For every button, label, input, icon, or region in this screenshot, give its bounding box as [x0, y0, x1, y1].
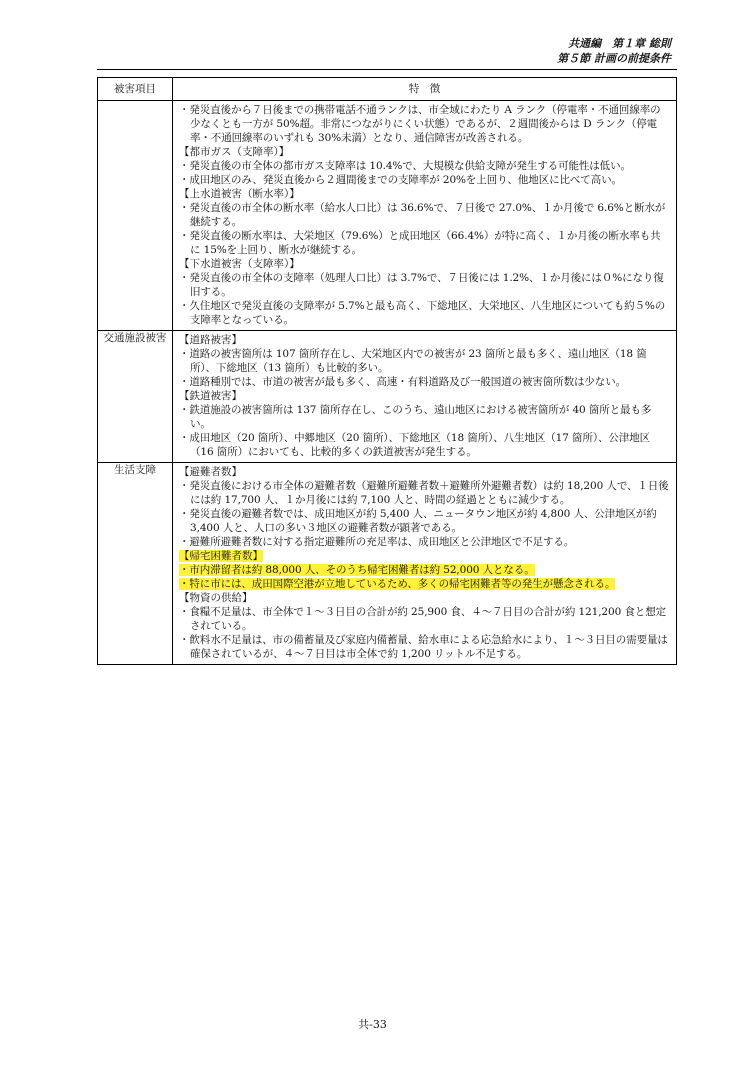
bullet-text: ・鉄道施設の被害箇所は 137 箇所存在し、このうち、遠山地区における被害箇所が 40 箇所と最も多い。: [179, 404, 652, 430]
section-heading-text: 【物資の供給】: [179, 592, 253, 604]
characteristics-cell: [173, 463, 677, 665]
bullet-item: [179, 103, 670, 145]
bullet-item: [179, 507, 670, 535]
bullet-item: [179, 159, 670, 173]
bullet-text: ・発災直後の避難者数では、成田地区が約 5,400 人、ニュータウン地区が約 4,800 人、公津地区が約 3,400 人と、人口の多い３地区の避難者数が顕著である。: [179, 508, 657, 534]
bullet-text: ・避難所避難者数に対する指定避難所の充足率は、成田地区と公津地区で不足する。: [179, 536, 575, 548]
bullet-text: ・成田地区（20 箇所）、中郷地区（20 箇所）、下総地区（18 箇所）、八生地区（17 箇所）、公津地区（16 箇所）においても、比較的多くの鉄道被害が発生する。: [179, 432, 650, 458]
bullet-item: [179, 431, 670, 459]
bullet-text: ・道路種別では、市道の被害が最も多く、高速・有料道路及び一般国道の被害箇所数は少ない。: [179, 376, 626, 388]
bullet-item: [179, 347, 670, 375]
section-heading: [179, 187, 670, 201]
section-heading-text: 【上水道被害（断水率）】: [179, 188, 300, 200]
header-section: 第５節 計画の前提条件: [557, 52, 671, 65]
bullet-text: ・飲料水不足量は、市の備蓄量及び家庭内備蓄量、給水車による応急給水により、１～３日目の需要量は確保されているが、４～７日目は市全体で約 1,200 リットル不足する。: [179, 634, 668, 660]
table-row: [98, 331, 677, 463]
bullet-item: [179, 633, 670, 661]
bullet-item: [179, 577, 670, 591]
section-heading: [179, 145, 670, 159]
table-body: [98, 101, 677, 665]
column-header-damage-item: 被害項目: [98, 78, 173, 101]
bullet-text: ・発災直後における市全体の避難者数（避難所避難者数＋避難所外避難者数）は約 18,200 人で、１日後には約 17,700 人、１か月後には約 7,100 人と、時間の経過とともに減少する。: [179, 480, 669, 506]
bullet-text: ・成田地区のみ、発災直後から２週間後までの支障率が 20%を上回り、他地区に比べて高い。: [179, 174, 622, 186]
bullet-item: [179, 201, 670, 229]
damage-category-cell: 交通施設被害: [98, 331, 173, 463]
bullet-item: [179, 605, 670, 633]
table-row: [98, 463, 677, 665]
bullet-text: ・発災直後の市全体の断水率（給水人口比）は 36.6%で、７日後で 27.0%、１か月後で 6.6%と断水が継続する。: [179, 202, 666, 228]
page-number: 共-33: [358, 1018, 387, 1031]
bullet-item: [179, 479, 670, 507]
damage-table: [97, 77, 677, 665]
section-heading: [179, 549, 670, 563]
header-chapter: 共通編 第１章 総則: [568, 37, 671, 50]
section-heading: [179, 257, 670, 271]
section-heading-text: 【帰宅困難者数】: [179, 550, 263, 562]
damage-category-cell: 生活支障: [98, 463, 173, 665]
header-rule: [97, 69, 677, 70]
damage-category-cell: [98, 101, 173, 331]
bullet-text: ・道路の被害箇所は 107 箇所存在し、大栄地区内での被害が 23 箇所と最も多く、遠山地区（18 箇所）、下総地区（13 箇所）も比較的多い。: [179, 348, 647, 374]
characteristics-cell: [173, 331, 677, 463]
section-heading: [179, 465, 670, 479]
section-heading: [179, 333, 670, 347]
section-heading-text: 【都市ガス（支障率）】: [179, 146, 290, 158]
bullet-text: ・食糧不足量は、市全体で１～３日目の合計が約 25,900 食、４～７日目の合計が約 121,200 食と想定されている。: [179, 606, 667, 632]
bullet-text: ・市内滞留者は約 88,000 人、そのうち帰宅困難者は約 52,000 人となる。: [179, 564, 535, 576]
characteristics-cell: [173, 101, 677, 331]
section-heading: [179, 591, 670, 605]
bullet-item: [179, 563, 670, 577]
section-heading-text: 【下水道被害（支障率）】: [179, 258, 300, 270]
section-heading-text: 【避難者数】: [179, 466, 242, 478]
section-heading-text: 【鉄道被害】: [179, 390, 242, 402]
bullet-item: [179, 535, 670, 549]
bullet-item: [179, 271, 670, 299]
table-row: [98, 101, 677, 331]
section-heading: [179, 389, 670, 403]
bullet-item: [179, 403, 670, 431]
bullet-text: ・特に市には、成田国際空港が立地しているため、多くの帰宅困難者等の発生が懸念される。: [179, 578, 616, 590]
bullet-text: ・発災直後の断水率は、大栄地区（79.6%）と成田地区（66.4%）が特に高く、１か月後の断水率も共に 15%を上回り、断水が継続する。: [179, 230, 661, 256]
running-header: [557, 36, 671, 66]
column-header-characteristics: 特 徴: [173, 78, 677, 101]
bullet-text: ・久住地区で発災直後の支障率が 5.7%と最も高く、下総地区、大栄地区、八生地区についても約５%の支障率となっている。: [179, 300, 666, 326]
bullet-item: [179, 375, 670, 389]
bullet-item: [179, 173, 670, 187]
bullet-item: [179, 229, 670, 257]
section-heading-text: 【道路被害】: [179, 334, 242, 346]
table-header-row: [98, 78, 677, 101]
bullet-text: ・発災直後の市全体の都市ガス支障率は 10.4%で、大規模な供給支障が発生する可能性は低い。: [179, 160, 631, 172]
bullet-text: ・発災直後の市全体の支障率（処理人口比）は 3.7%で、７日後には 1.2%、１か月後には０%になり復旧する。: [179, 272, 664, 298]
bullet-item: [179, 299, 670, 327]
bullet-text: ・発災直後から７日後までの携帯電話不通ランクは、市全域にわたり A ランク（停電率・不通回線率の少なくとも一方が 50%超。非常につながりにくい状態）であるが、２週間後からは D ランク（停電率・不通回線率のいずれも 30%未満）となり、通信障害が改善される。: [179, 104, 661, 144]
